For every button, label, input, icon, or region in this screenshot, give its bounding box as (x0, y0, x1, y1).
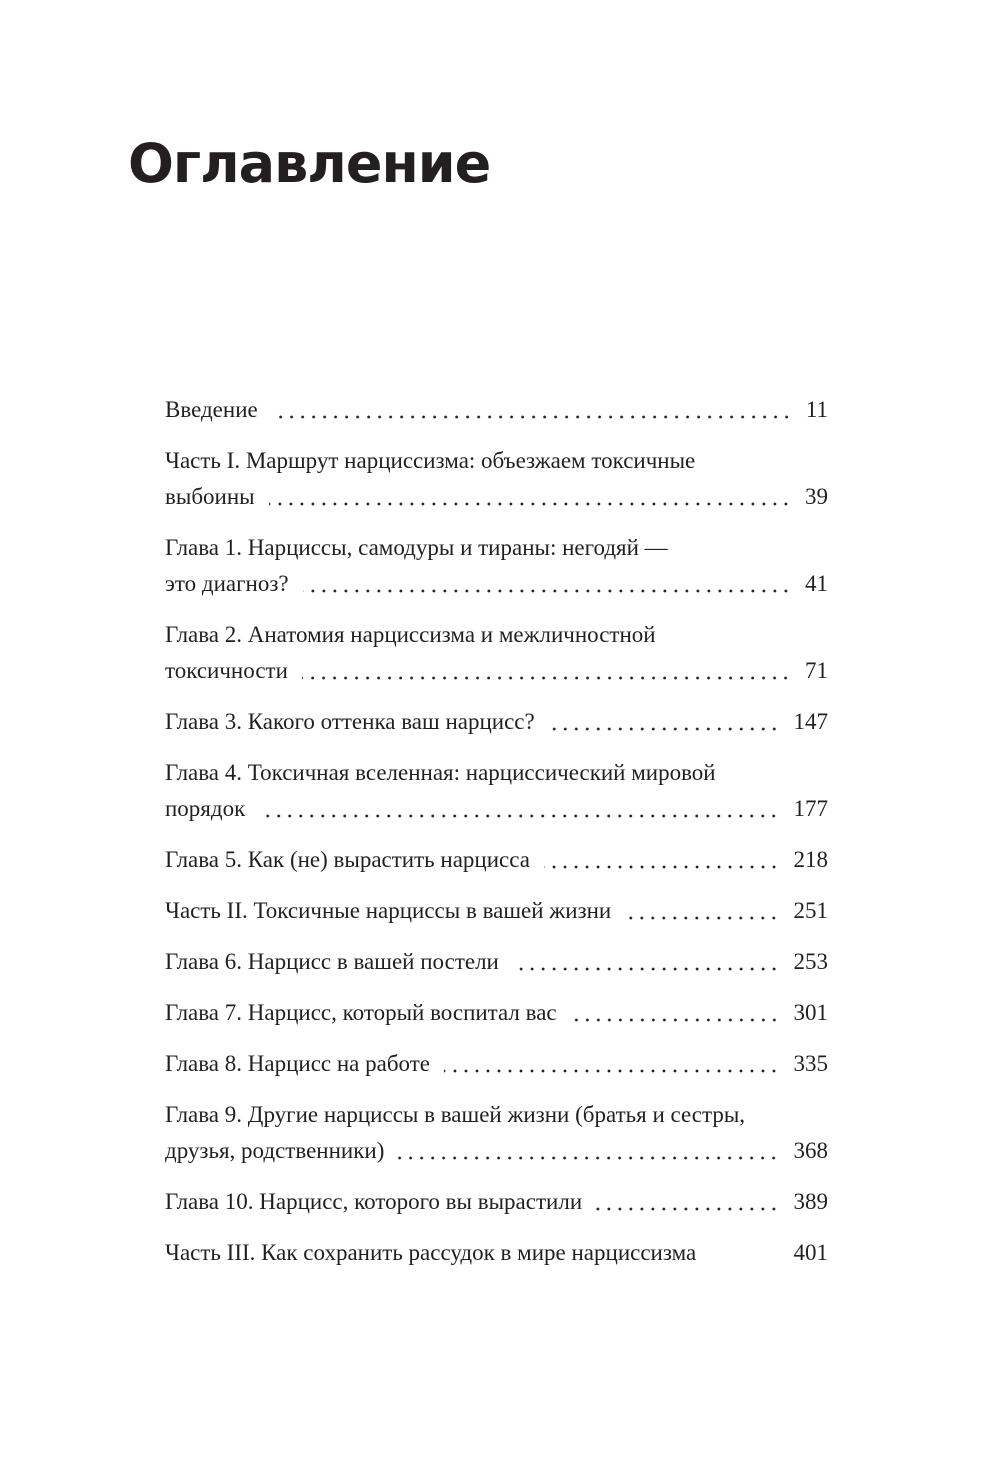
dot-leader (398, 1156, 779, 1160)
toc-page-number: 39 (805, 484, 828, 509)
toc-entry-line (165, 842, 828, 878)
dot-leader (269, 502, 791, 506)
toc-entry-line (165, 1046, 828, 1082)
toc-entry-line (165, 653, 828, 689)
toc-entry-title: Глава 7. Нарцисс, который воспитал вас (165, 1000, 557, 1025)
toc-entry-title: Глава 1. Нарциссы, самодуры и тираны: негодяй — (165, 535, 668, 560)
toc-entry-title: Часть II. Токсичные нарциссы в вашей жизни (165, 898, 612, 923)
toc-entry-title: Часть III. Как сохранить рассудок в мире нарциссизма (165, 1240, 697, 1265)
toc-entry[interactable] (165, 944, 828, 980)
toc-entry[interactable] (165, 530, 828, 602)
toc-entry-title: Глава 5. Как (не) вырастить нарцисса (165, 847, 530, 872)
toc-entry[interactable] (165, 443, 828, 515)
toc-entry-title: токсичности (165, 658, 288, 683)
toc-page-number: 389 (793, 1189, 828, 1214)
toc-entry[interactable] (165, 893, 828, 929)
toc-entry-title: Глава 2. Анатомия нарциссизма и межличностной (165, 622, 656, 647)
toc-entry[interactable] (165, 704, 828, 740)
toc-entry-title: Глава 4. Токсичная вселенная: нарциссический мировой (165, 760, 716, 785)
toc-entry-line (165, 392, 828, 428)
toc-page-number: 335 (793, 1051, 828, 1076)
toc-page-number: 251 (793, 898, 828, 923)
toc-entry-line (165, 704, 828, 740)
toc-page-number: 218 (793, 847, 828, 872)
toc-entry-line (165, 893, 828, 929)
page-title: Оглавление (128, 132, 491, 195)
toc-page-number: 401 (793, 1240, 828, 1265)
toc-entry-title: Глава 9. Другие нарциссы в вашей жизни (братья и сестры, (165, 1102, 746, 1127)
dot-leader (303, 589, 791, 593)
toc-entry[interactable] (165, 1184, 828, 1220)
toc-page-number: 147 (793, 709, 828, 734)
toc-entry-line (165, 1097, 828, 1133)
toc-entry-title: выбоины (165, 484, 255, 509)
toc-entry-line (165, 479, 828, 515)
toc-page-number: 301 (793, 1000, 828, 1025)
dot-leader (272, 415, 792, 419)
toc-entry-title: порядок (165, 796, 246, 821)
toc-page-number: 41 (805, 571, 828, 596)
dot-leader (259, 814, 779, 818)
toc-entry-line (165, 443, 828, 479)
toc-entry-title: Введение (165, 397, 258, 422)
toc-entry-line (165, 1184, 828, 1220)
dot-leader (625, 916, 779, 920)
toc-entry-title: это диагноз? (165, 571, 289, 596)
toc-entry-title: Глава 10. Нарцисс, которого вы вырастили (165, 1189, 583, 1214)
toc-page-number: 71 (805, 658, 828, 683)
toc-entry-line (165, 1133, 828, 1169)
toc-entry-title: Глава 3. Какого оттенка ваш нарцисс? (165, 709, 535, 734)
dot-leader (571, 1018, 780, 1022)
dot-leader (513, 967, 780, 971)
toc-entry-title: друзья, родственники) (165, 1138, 385, 1163)
dot-leader (302, 676, 791, 680)
toc-entry[interactable] (165, 995, 828, 1031)
toc-entry-title: Глава 8. Нарцисс на работе (165, 1051, 431, 1076)
toc-entry-line (165, 1235, 828, 1271)
toc-entry-line (165, 617, 828, 653)
toc-entry[interactable] (165, 617, 828, 689)
toc-entry[interactable] (165, 842, 828, 878)
dot-leader (549, 727, 780, 731)
toc-page-number: 368 (793, 1138, 828, 1163)
toc-entry-title: Глава 6. Нарцисс в вашей постели (165, 949, 499, 974)
toc-entry-line (165, 566, 828, 602)
toc-page-number: 11 (805, 397, 828, 422)
dot-leader (444, 1069, 779, 1073)
toc-entry-line (165, 530, 828, 566)
toc-entry-line (165, 791, 828, 827)
toc-entry[interactable] (165, 1097, 828, 1169)
toc-entry-line (165, 755, 828, 791)
toc-page-number: 177 (793, 796, 828, 821)
toc-entry[interactable] (165, 1046, 828, 1082)
toc-entry-line (165, 995, 828, 1031)
toc-entry-line (165, 944, 828, 980)
toc-entry[interactable] (165, 1235, 828, 1271)
toc-entry-title: Часть I. Маршрут нарциссизма: объезжаем токсичные (165, 448, 696, 473)
dot-leader (544, 865, 780, 869)
toc-entry[interactable] (165, 755, 828, 827)
toc-entry[interactable] (165, 392, 828, 428)
dot-leader (596, 1207, 779, 1211)
toc-page-number: 253 (793, 949, 828, 974)
